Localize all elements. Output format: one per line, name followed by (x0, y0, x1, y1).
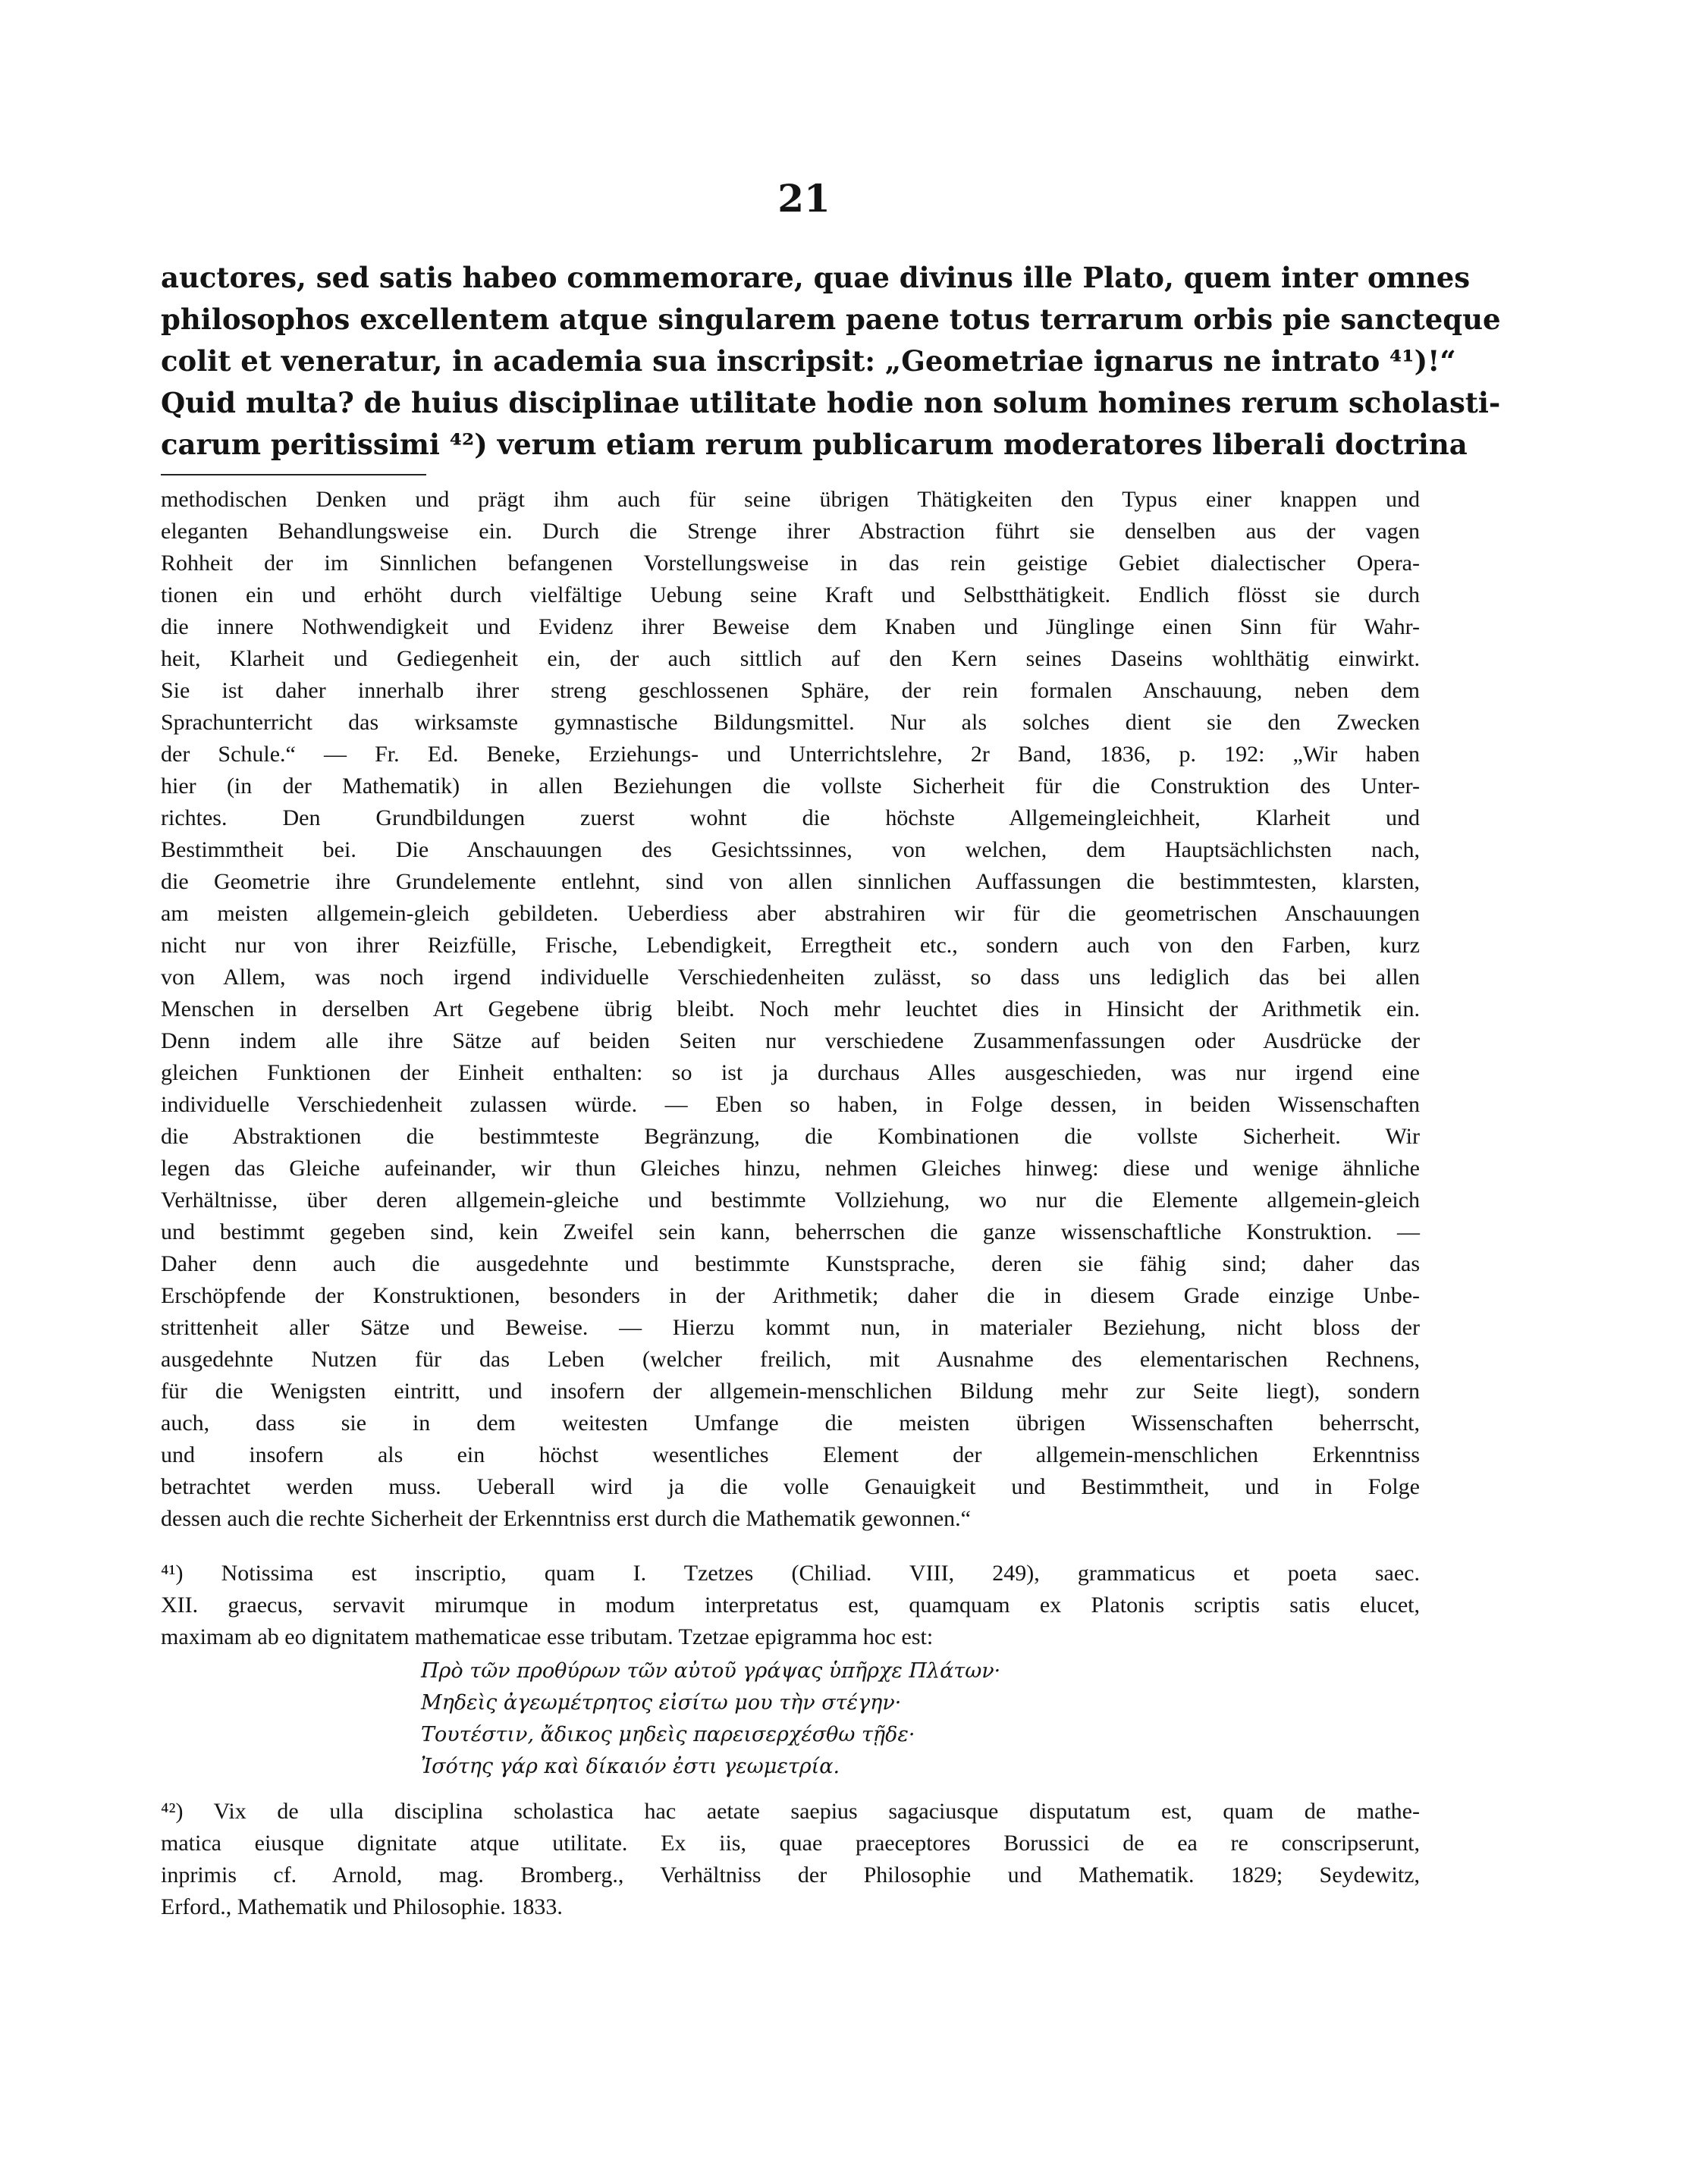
footnote-divider (161, 474, 426, 475)
footnote-line: für die Wenigsten eintritt, und insofern der allgemein-menschlichen Bildung mehr zur Seite liegt), sondern (161, 1379, 1420, 1404)
footnote-line: maximam ab eo dignitatem mathematicae esse tributam. Tzetzae epigramma hoc est: (161, 1624, 934, 1649)
body-line: carum peritissimi ⁴²) verum etiam rerum publicarum moderatores liberali doctrina (161, 428, 1468, 461)
footnote-line: individuelle Verschiedenheit zulassen würde. — Eben so haben, in Folge dessen, in beiden Wissenschaften (161, 1092, 1420, 1117)
epigram-line: Μηδεὶς ἀγεωμέτρητος εἰσίτω μου τὴν στέγην· (421, 1691, 902, 1715)
footnote-line: legen das Gleiche aufeinander, wir thun Gleiches hinzu, nehmen Gleiches hinweg: diese und wenige ähnliche (161, 1156, 1420, 1181)
footnote-line: Rohheit der im Sinnlichen befangenen Vorstellungsweise in das rein geistige Gebiet dialectischer Opera- (161, 551, 1420, 576)
footnote-line: eleganten Behandlungsweise ein. Durch die Strenge ihrer Abstraction führt sie denselben aus der vagen (161, 519, 1420, 544)
footnote-line: und bestimmt gegeben sind, kein Zweifel sein kann, beherrschen die ganze wissenschaftliche Konstruktion. — (161, 1219, 1420, 1244)
epigram-line: Πρὸ τῶν προθύρων τῶν αὐτοῦ γράψας ὑπῆρχε Πλάτων· (421, 1659, 1001, 1683)
footnote-line: Menschen in derselben Art Gegebene übrig bleibt. Noch mehr leuchtet dies in Hinsicht der Arithmetik ein. (161, 996, 1420, 1021)
footnote-line: hier (in der Mathematik) in allen Beziehungen die vollste Sicherheit für die Construktion des Unter- (161, 774, 1420, 799)
footnote-line: tionen ein und erhöht durch vielfältige Uebung seine Kraft und Selbstthätigkeit. Endlich flösst sie durch (161, 582, 1420, 607)
epigram-line: Ἰσότης γάρ καὶ δίκαιόν ἐστι γεωμετρία. (421, 1755, 840, 1778)
footnote-line: Erford., Mathematik und Philosophie. 1833. (161, 1894, 563, 1919)
footnote-line: matica eiusque dignitate atque utilitate. Ex iis, quae praeceptores Borussici de ea re conscripserunt, (161, 1831, 1420, 1856)
footnote-line: methodischen Denken und prägt ihm auch für seine übrigen Thätigkeiten den Typus einer knappen und (161, 487, 1420, 512)
footnote-line: Daher denn auch die ausgedehnte und bestimmte Kunstsprache, deren sie fähig sind; daher das (161, 1251, 1420, 1276)
footnote-line: Sie ist daher innerhalb ihrer streng geschlossenen Sphäre, der rein formalen Anschauung, neben dem (161, 678, 1420, 703)
footnote-line: strittenheit aller Sätze und Beweise. — Hierzu kommt nun, in materialer Beziehung, nicht bloss der (161, 1315, 1420, 1340)
body-line: Quid multa? de huius disciplinae utilitate hodie non solum homines rerum scholasti- (161, 386, 1501, 419)
footnote-line: ⁴¹) Notissima est inscriptio, quam I. Tzetzes (Chiliad. VIII, 249), grammaticus et poeta saec. (161, 1561, 1420, 1586)
footnote-line: richtes. Den Grundbildungen zuerst wohnt die höchste Allgemeingleichheit, Klarheit und (161, 805, 1420, 830)
footnote-line: die Abstraktionen die bestimmteste Begränzung, die Kombinationen die vollste Sicherheit. Wir (161, 1124, 1420, 1149)
body-line: philosophos excellentem atque singularem paene totus terrarum orbis pie sancteque (161, 303, 1501, 336)
epigram-line: Τουτέστιν, ἄδικος μηδεὶς παρεισερχέσθω τῇδε· (421, 1723, 915, 1746)
footnote-line: die innere Nothwendigkeit und Evidenz ihrer Beweise dem Knaben und Jünglinge einen Sinn für Wahr- (161, 614, 1420, 639)
footnote-line: und insofern als ein höchst wesentliches Element der allgemein-menschlichen Erkenntniss (161, 1442, 1420, 1467)
footnote-line: der Schule.“ — Fr. Ed. Beneke, Erziehungs- und Unterrichtslehre, 2r Band, 1836, p. 192: „Wir haben (161, 742, 1420, 767)
body-line: colit et veneratur, in academia sua inscripsit: „Geometriae ignarus ne intrato ⁴¹)!“ (161, 344, 1456, 378)
footnote-line: XII. graecus, servavit mirumque in modum interpretatus est, quamquam ex Platonis scriptis satis elucet, (161, 1592, 1420, 1618)
footnote-line: gleichen Funktionen der Einheit enthalten: so ist ja durchaus Alles ausgeschieden, was nur irgend eine (161, 1060, 1420, 1085)
footnote-line: heit, Klarheit und Gediegenheit ein, der auch sittlich auf den Kern seines Daseins wohlthätig einwirkt. (161, 646, 1420, 671)
footnote-line: Sprachunterricht das wirksamste gymnastische Bildungsmittel. Nur als solches dient sie den Zwecken (161, 710, 1420, 735)
body-line: auctores, sed satis habeo commemorare, quae divinus ille Plato, quem inter omnes (161, 261, 1471, 294)
footnote-line: auch, dass sie in dem weitesten Umfange die meisten übrigen Wissenschaften beherrscht, (161, 1410, 1420, 1436)
footnote-line: nicht nur von ihrer Reizfülle, Frische, Lebendigkeit, Erregtheit etc., sondern auch von den Farben, kurz (161, 933, 1420, 958)
footnote-line: ausgedehnte Nutzen für das Leben (welcher freilich, mit Ausnahme des elementarischen Rechnens, (161, 1347, 1420, 1372)
page-number: 21 (777, 176, 831, 221)
footnote-line: ⁴²) Vix de ulla disciplina scholastica hac aetate saepius sagaciusque disputatum est, quam de mathe- (161, 1799, 1420, 1824)
footnote-line: Bestimmtheit bei. Die Anschauungen des Gesichtssinnes, von welchen, dem Hauptsächlichsten nach, (161, 837, 1420, 862)
footnote-line: Verhältnisse, über deren allgemein-gleiche und bestimmte Vollziehung, wo nur die Elemente allgemein-gleich (161, 1188, 1420, 1213)
footnote-line: am meisten allgemein-gleich gebildeten. Ueberdiess aber abstrahiren wir für die geometrischen Anschauungen (161, 901, 1420, 926)
footnote-line: die Geometrie ihre Grundelemente entlehnt, sind von allen sinnlichen Auffassungen die bestimmtesten, klarsten, (161, 869, 1420, 894)
footnote-line: inprimis cf. Arnold, mag. Bromberg., Verhältniss der Philosophie und Mathematik. 1829; Seydewitz, (161, 1862, 1420, 1887)
footnote-line: dessen auch die rechte Sicherheit der Erkenntniss erst durch die Mathematik gewonnen.“ (161, 1506, 971, 1531)
footnote-line: Denn indem alle ihre Sätze auf beiden Seiten nur verschiedene Zusammenfassungen oder Ausdrücke der (161, 1028, 1420, 1053)
footnote-line: von Allem, was noch irgend individuelle Verschiedenheiten zulässt, so dass uns lediglich das bei allen (161, 965, 1420, 990)
footnote-line: Erschöpfende der Konstruktionen, besonders in der Arithmetik; daher die in diesem Grade einzige Unbe- (161, 1283, 1420, 1308)
footnote-line: betrachtet werden muss. Ueberall wird ja die volle Genauigkeit und Bestimmtheit, und in Folge (161, 1474, 1420, 1499)
